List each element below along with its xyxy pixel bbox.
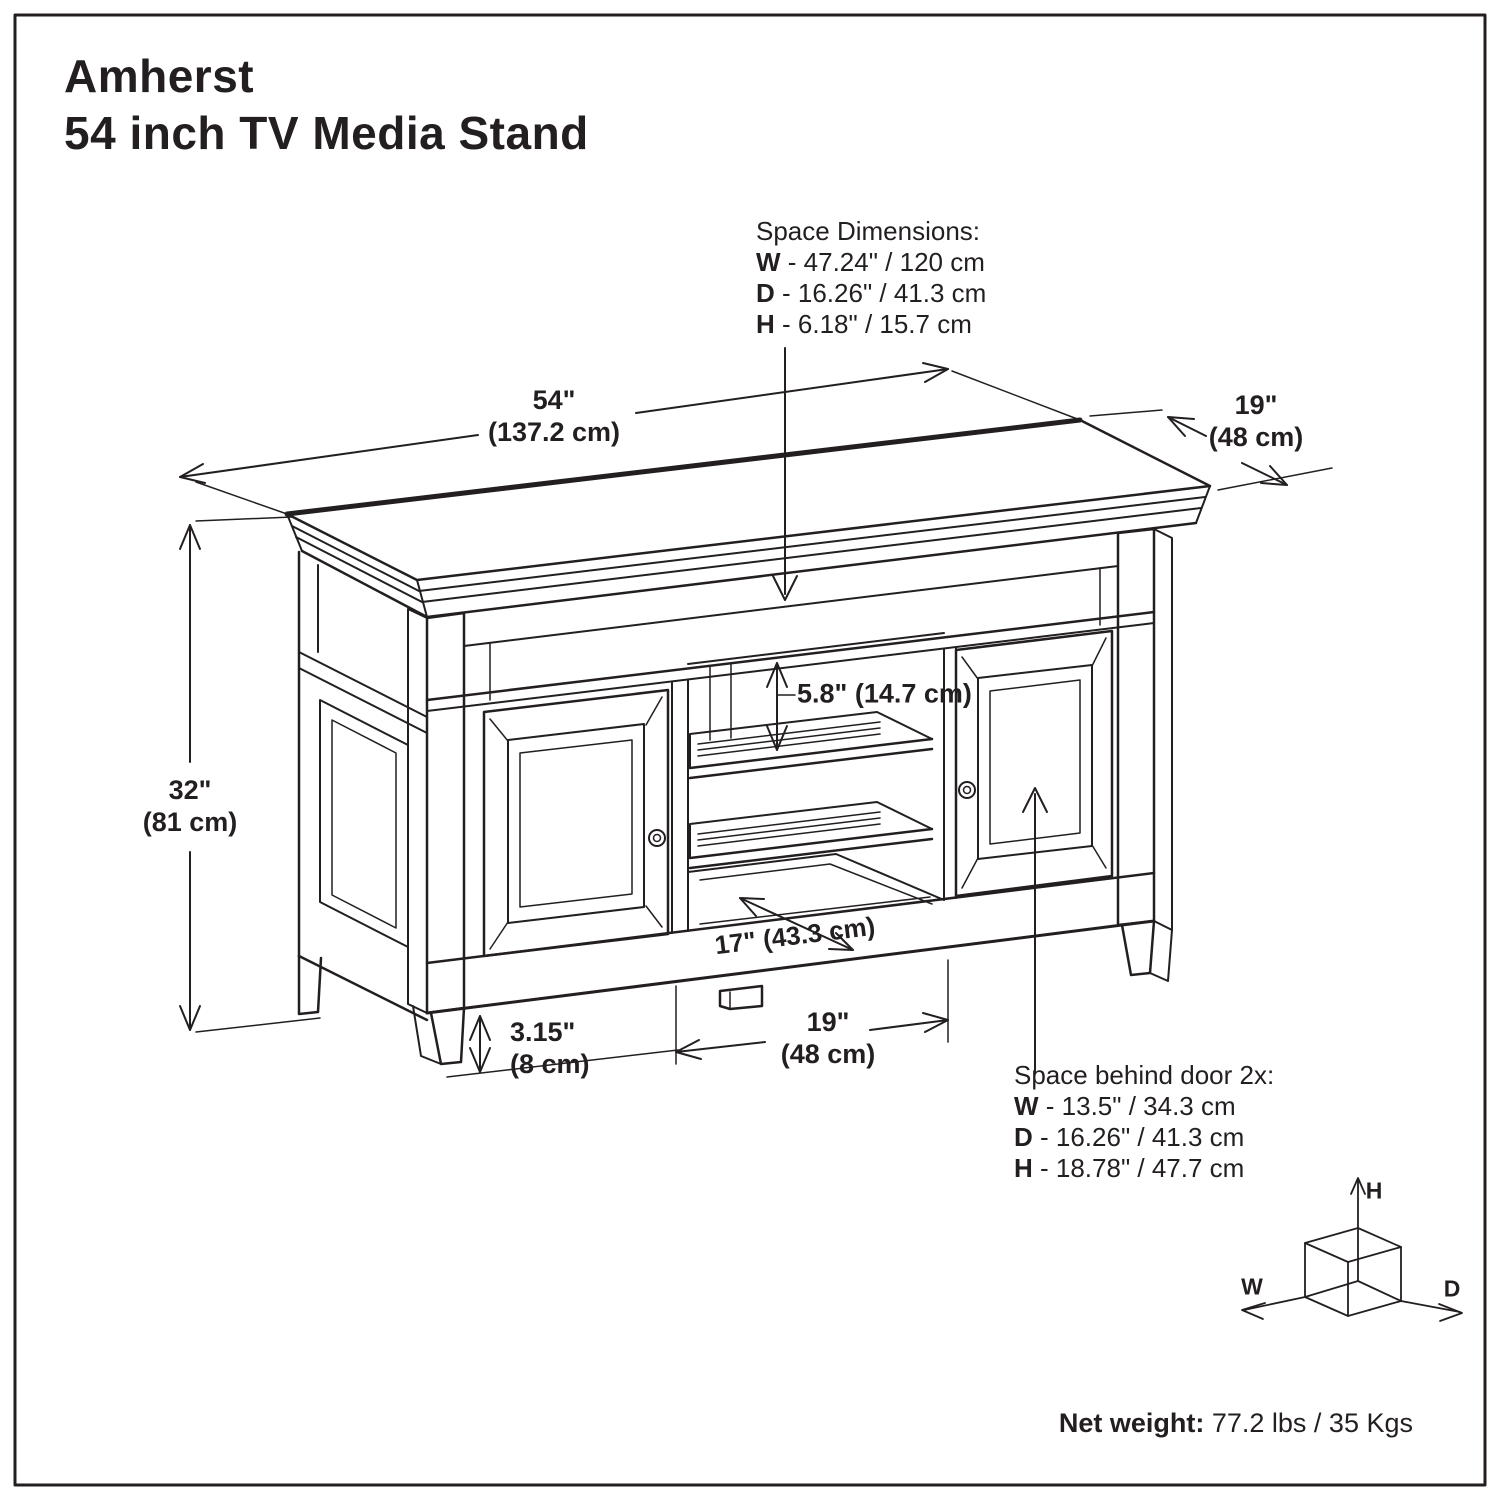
- space-dimensions-row: D - 16.26" / 41.3 cm: [756, 278, 987, 308]
- product-subtitle: 54 inch TV Media Stand: [64, 107, 589, 159]
- center-foot: [720, 986, 762, 1009]
- space-dimensions-block: [756, 216, 986, 340]
- space-dimensions-row: W - 47.24" / 120 cm: [756, 247, 985, 277]
- page-title: [64, 48, 589, 162]
- cube-h-label: H: [1365, 1177, 1383, 1204]
- center-shelves: [688, 633, 944, 868]
- net-weight-label: Net weight:: [1058, 1408, 1205, 1438]
- space-behind-door-heading: Space behind door 2x:: [1014, 1060, 1275, 1090]
- dimension-shelf-clearance: [767, 663, 795, 750]
- tv-stand-drawing: [287, 420, 1210, 1064]
- axis-cube-icon: [1242, 1178, 1462, 1321]
- space-behind-door-leader: [1023, 788, 1047, 1072]
- cube-d-label: D: [1443, 1275, 1461, 1302]
- d-axis: [1401, 1301, 1460, 1312]
- right-door-knob: [959, 782, 975, 798]
- width-dimension-label: 54" (137.2 cm): [487, 385, 621, 447]
- front-posts: [408, 529, 1172, 1064]
- net-weight-value: 77.2 lbs / 35 Kgs: [1204, 1408, 1413, 1438]
- center-width-label: 19" (48 cm): [780, 1007, 876, 1069]
- space-dimensions-heading: Space Dimensions:: [756, 216, 980, 246]
- space-behind-door-block: [1014, 1060, 1274, 1184]
- depth-dimension-label: 19" (48 cm): [1208, 390, 1304, 452]
- space-dimensions-leader: [773, 348, 797, 600]
- space-dimensions-row: H - 6.18" / 15.7 cm: [756, 309, 972, 339]
- left-door: [484, 690, 668, 956]
- product-name: Amherst: [64, 50, 255, 102]
- interior-depth-label: 17" (43.3 cm): [713, 910, 877, 961]
- left-door-knob: [649, 830, 665, 846]
- net-weight: [1059, 1408, 1413, 1439]
- space-behind-door-row: W - 13.5" / 34.3 cm: [1014, 1091, 1236, 1121]
- space-behind-door-row: D - 16.26" / 41.3 cm: [1014, 1122, 1245, 1152]
- top-panel: [287, 420, 1210, 617]
- leg-height-label: 3.15" (8 cm): [510, 1017, 590, 1079]
- shelf-clearance-label: 5.8" (14.7 cm): [797, 678, 972, 709]
- height-dimension-label: 32" (81 cm): [142, 775, 238, 837]
- cabinet-frame: [427, 647, 1154, 1013]
- cube-w-label: W: [1241, 1273, 1263, 1300]
- space-behind-door-row: H - 18.78" / 47.7 cm: [1014, 1153, 1245, 1183]
